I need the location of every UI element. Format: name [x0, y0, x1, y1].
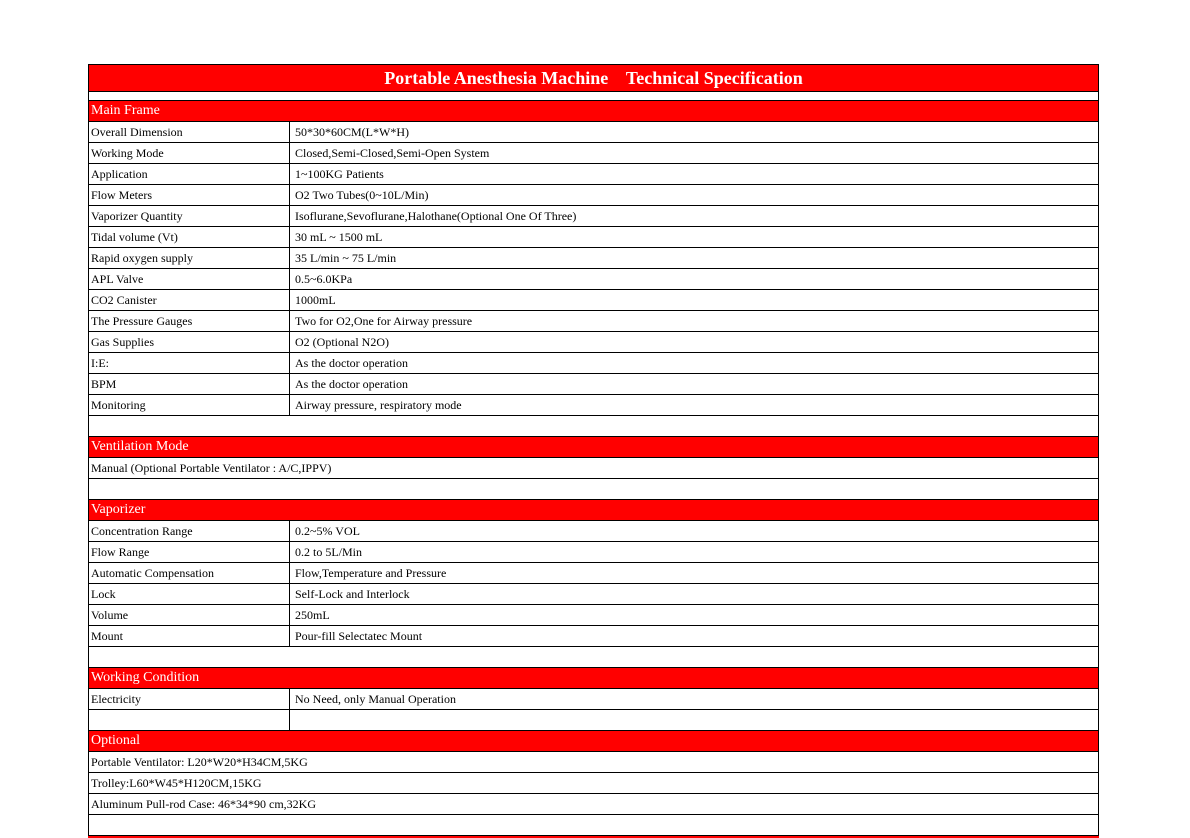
spec-label: Gas Supplies — [89, 332, 290, 352]
section-header-working-condition: Working Condition — [88, 668, 1099, 689]
spec-label: I:E: — [89, 353, 290, 373]
spec-value: 1000mL — [295, 292, 336, 307]
spec-label — [89, 710, 290, 730]
spec-row — [88, 290, 1099, 311]
spec-label: Volume — [89, 605, 290, 625]
spec-row — [88, 227, 1099, 248]
main-frame-rows — [88, 122, 1099, 416]
optional-item-text: Aluminum Pull-rod Case: 46*34*90 cm,32KG — [91, 796, 316, 811]
spec-label: Rapid oxygen supply — [89, 248, 290, 268]
spec-value: 250mL — [295, 607, 330, 622]
spec-value: Isoflurane,Sevoflurane,Halothane(Optional One Of Three) — [295, 208, 577, 223]
spec-value: Closed,Semi-Closed,Semi-Open System — [295, 145, 490, 160]
spec-value — [290, 710, 1098, 730]
spec-row — [88, 311, 1099, 332]
spec-label: The Pressure Gauges — [89, 311, 290, 331]
blank-row — [88, 815, 1099, 836]
spec-label: Application — [89, 164, 290, 184]
spec-row — [88, 395, 1099, 416]
optional-item-text: Trolley:L60*W45*H120CM,15KG — [91, 775, 262, 790]
spec-value: 35 L/min ~ 75 L/min — [295, 250, 397, 265]
spec-label: BPM — [89, 374, 290, 394]
spec-value: Airway pressure, respiratory mode — [295, 397, 462, 412]
spec-row — [88, 521, 1099, 542]
spec-value: 0.2~5% VOL — [295, 523, 360, 538]
optional-item — [88, 773, 1099, 794]
optional-item — [88, 794, 1099, 815]
spec-row — [88, 353, 1099, 374]
spec-row — [88, 248, 1099, 269]
spec-label: Concentration Range — [89, 521, 290, 541]
spec-value: Self-Lock and Interlock — [295, 586, 410, 601]
spec-row — [88, 164, 1099, 185]
spec-label: Monitoring — [89, 395, 290, 415]
spec-label: Working Mode — [89, 143, 290, 163]
spec-row — [88, 332, 1099, 353]
blank-row — [88, 416, 1099, 437]
section-header-main-frame: Main Frame — [88, 101, 1099, 122]
spec-row — [88, 710, 1099, 731]
spec-label: APL Valve — [89, 269, 290, 289]
sheet-title: Portable Anesthesia Machine Technical Specification — [384, 67, 803, 88]
spec-value: 50*30*60CM(L*W*H) — [295, 124, 409, 139]
blank-row — [88, 479, 1099, 500]
spec-label: Automatic Compensation — [89, 563, 290, 583]
spec-value: Pour-fill Selectatec Mount — [295, 628, 423, 643]
spec-row — [88, 122, 1099, 143]
spec-value: O2 Two Tubes(0~10L/Min) — [295, 187, 429, 202]
spec-label: Electricity — [89, 689, 290, 709]
spec-row — [88, 605, 1099, 626]
spec-label: CO2 Canister — [89, 290, 290, 310]
spec-value: As the doctor operation — [295, 376, 408, 391]
section-header-optional: Optional — [88, 731, 1099, 752]
spec-label: Mount — [89, 626, 290, 646]
spec-row — [88, 626, 1099, 647]
vaporizer-rows — [88, 521, 1099, 647]
spec-row — [88, 269, 1099, 290]
spec-label: Lock — [89, 584, 290, 604]
spec-value: No Need, only Manual Operation — [295, 691, 456, 706]
optional-item — [88, 752, 1099, 773]
spec-value: 0.2 to 5L/Min — [295, 544, 363, 559]
spec-sheet — [88, 64, 1099, 838]
spec-row — [88, 689, 1099, 710]
spec-row — [88, 206, 1099, 227]
spec-value: Two for O2,One for Airway pressure — [295, 313, 473, 328]
spec-label: Flow Meters — [89, 185, 290, 205]
spec-value: 0.5~6.0KPa — [295, 271, 353, 286]
spec-label: Tidal volume (Vt) — [89, 227, 290, 247]
ventilation-mode-row: Manual (Optional Portable Ventilator : A/C,IPPV) — [88, 458, 1099, 479]
spec-row — [88, 185, 1099, 206]
section-header-ventilation-mode: Ventilation Mode — [88, 437, 1099, 458]
spec-value: 30 mL ~ 1500 mL — [295, 229, 383, 244]
spec-row — [88, 374, 1099, 395]
spec-row — [88, 542, 1099, 563]
spec-row — [88, 563, 1099, 584]
spec-value: Flow,Temperature and Pressure — [295, 565, 447, 580]
spec-label: Vaporizer Quantity — [89, 206, 290, 226]
sheet-title-row — [88, 64, 1099, 92]
spec-row — [88, 143, 1099, 164]
spec-value: As the doctor operation — [295, 355, 408, 370]
spacer-row — [88, 92, 1099, 101]
spec-label: Flow Range — [89, 542, 290, 562]
optional-item-text: Portable Ventilator: L20*W20*H34CM,5KG — [91, 754, 308, 769]
working-condition-rows — [88, 689, 1099, 731]
optional-rows — [88, 752, 1099, 815]
spec-value: 1~100KG Patients — [295, 166, 384, 181]
section-header-vaporizer: Vaporizer — [88, 500, 1099, 521]
spec-label: Overall Dimension — [89, 122, 290, 142]
spec-value: O2 (Optional N2O) — [295, 334, 389, 349]
blank-row — [88, 647, 1099, 668]
spec-row — [88, 584, 1099, 605]
